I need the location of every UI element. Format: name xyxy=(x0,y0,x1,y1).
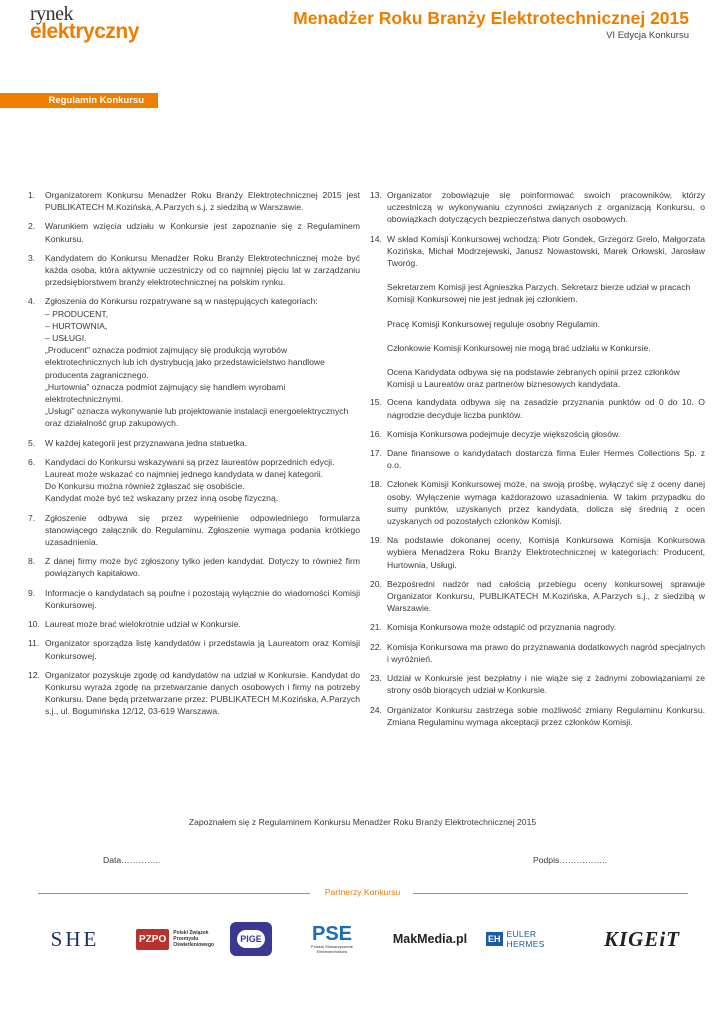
partners-title: Partnerzy Konkursu xyxy=(324,887,401,897)
logo-line1: rynek xyxy=(30,3,74,25)
signature-field: Podpis…………….. xyxy=(533,855,608,865)
document-header xyxy=(293,8,689,41)
date-field: Data………….. xyxy=(103,855,161,865)
rule-paragraph: Członkowie Komisji Konkursowej nie mogą brać udziału w Konkursie. xyxy=(387,342,651,353)
rule-item: 16. Komisja Konkursowa podejmuje decyzje większością głosów. xyxy=(370,428,621,439)
rule-item: 19. Na podstawie dokonanej oceny, Komisja Konkursowa Komisja Konkursowa wybiera Menadżera Roku Branży Elektrotechnicznej w kategoriach: Producent, Hurtownia, Usługi. xyxy=(370,535,705,570)
rule-item: 18. Członek Komisji Konkursowej może, na swoją prośbę, wyłączyć się z oceny danej osoby. Wyłączenie wymaga każdorazowo uzasadnienia. W takim przypadku do sumy punktów, uzyskanych przez kandydata, dolicza się średnią z ocen uzyskanych od pozostałych członków Komisji. xyxy=(370,479,705,527)
rule-item: 11. Organizator sporządza listę kandydatów i przedstawia ją Laureatom oraz Komisji Konkursowej. xyxy=(28,638,360,661)
pzpo-logo: PZPO Polski Związek Przemysłu Oświetleniowego xyxy=(136,918,222,960)
rule-item: 17. Dane finansowe o kandydatach dostarcza firma Euler Hermes Collections Sp. z o.o. xyxy=(370,448,705,471)
rule-item: 23. Udział w Konkursie jest bezpłatny i nie wiąże się z żadnymi zobowiązaniami ze strony osób biorących udział w Konkursie. xyxy=(370,673,705,696)
rule-paragraph: Ocena Kandydata odbywa się na podstawie zebranych opinii przez członków Komisji u Laureatów oraz partnerów biznesowych kandydata. xyxy=(387,367,680,390)
rule-item: 6. Kandydaci do Konkursu wskazywani są przez laureatów poprzednich edycji. Laureat może wskazać co najmniej jednego kandydata w danej kategorii. Do Konkursu można również zgłaszać się osobiście. Kandydat może być też wskazany przez inną osobę fizyczną. xyxy=(28,456,335,504)
partners-divider-right xyxy=(413,893,688,894)
rule-item: 10. Laureat może brać wielokrotnie udział w Konkursie. xyxy=(28,619,241,630)
kiget-logo: KIGEiT xyxy=(603,926,680,951)
rules-left-column xyxy=(28,189,360,725)
rule-item: 21. Komisja Konkursowa może odstąpić od przyznania nagrody. xyxy=(370,622,617,633)
rule-item: 14. W skład Komisji Konkursowej wchodzą: Piotr Gondek, Grzegorz Grelo, Małgorzata Kozińska, Michał Modrzejewski, Janusz Nowastowski, Marek Orłowski, Jarosław Tworóg. xyxy=(370,233,705,269)
document-subtitle: VI Edycja Konkursu xyxy=(606,30,689,41)
pse-logo: PSE Polskie Stowarzyszenie Elektrotechników xyxy=(310,923,354,954)
section-banner: Regulamin Konkursu xyxy=(0,93,158,108)
rule-item: 5. W każdej kategorii jest przyznawana jedna statuetka. xyxy=(28,437,248,448)
rule-paragraph: Sekretarzem Komisji jest Agnieszka Parzych. Sekretarz bierze udział w pracach Komisji Konkursowej nie jest jednak jej członkiem. xyxy=(387,282,691,305)
rules-right-column xyxy=(370,189,705,735)
rule-item: 2. Warunkiem wzięcia udziału w Konkursie jest zapoznanie się z Regulaminem Konkursu. xyxy=(28,221,360,244)
makmedia-logo: MakMedia.pl xyxy=(392,932,468,946)
rule-item: 13. Organizator zobowiązuje się poinformować swoich pracowników, którzy uczestniczą w wykonywaniu czynności związanych z organizacją Konkursu, o obowiązkach dotyczących bezpieczeństwa danych osobowych. xyxy=(370,190,705,225)
rule-item: 12. Organizator pozyskuje zgodę od kandydatów na udział w Konkursie. Kandydat do Konkursu wyraża zgodę na przetwarzanie danych osobowych i firmy na potrzeby Konkursu. Dane będą przetwarzane przez: PUBLIKATECH M.Kozińska, A.Parzych s.j., ul. Bogumińska 12/12, 03-619 Warszawa. xyxy=(28,669,360,717)
rule-paragraph: Pracę Komisji Konkursowej reguluje osobny Regulamin. xyxy=(387,318,601,329)
rule-item: 20. Bezpośredni nadzór nad całością przebiegu oceny konkursowej sprawuje Organizator Konkursu, PUBLIKATECH M.Kozińska, A.Parzych s.j., z siedzibą w Warszawie. xyxy=(370,578,705,614)
rule-item: 1. Organizatorem Konkursu Menadżer Roku Branży Elektrotechnicznej 2015 jest PUBLIKATECH M.Kozińska, A.Parzych s.j. z siedzibą w Warszawie. xyxy=(28,190,360,213)
rule-item: 8. Z danej firmy może być zgłoszony tylko jeden kandydat. Dotyczy to również firm powiązanych kapitałowo. xyxy=(28,556,360,579)
she-logo: SHE xyxy=(50,926,100,951)
document-title: Menadżer Roku Branży Elektrotechnicznej 2015 xyxy=(293,8,689,28)
rule-item: 9. Informacje o kandydatach są poufne i pozostają wyłącznie do wiadomości Komisji Konkursowej. xyxy=(28,587,360,610)
rule-item: 24. Organizator Konkursu zastrzega sobie możliwość zmiany Regulaminu Konkursu. Zmiana Regulaminu wymaga akceptacji przez członków Komisji. xyxy=(370,704,705,727)
pige-logo: PIGE xyxy=(228,918,274,960)
rule-item: 15. Ocena kandydata odbywa się na zasadzie przyznania punktów od 0 do 10. O nagrodzie decyduje liczba punktów. xyxy=(370,397,705,420)
euler-hermes-logo: EH EULER HERMES xyxy=(488,929,545,949)
rule-item: 4. Zgłoszenia do Konkursu rozpatrywane są w następujących kategoriach: – PRODUCENT, – HURTOWNIA, – USŁUGI. „Producent” oznacza podmiot zajmujący się produkcją wyrobów elektrotechnicznych lub ich dystrybucją jako przedstawicielstwo handlowe producenta zagranicznego. „Hurtownia” oznacza podmiot zajmujący się handlem wyrobami elektrotechnicznymi. „Usługi” oznacza wykonywanie lub projektowanie instalacji energoelektrycznych oraz działalność grup zakupowych. xyxy=(28,296,349,429)
rule-item: 22. Komisja Konkursowa ma prawo do przyznawania dodatkowych nagród specjalnych i wyróżnień. xyxy=(370,641,705,664)
rule-item: 3. Kandydatem do Konkursu Menadżer Roku Branży Elektrotechnicznej może być każda osoba, która aktywnie uczestniczy od co najmniej pięciu lat w zarządzaniu przedsiębiorstwem branży elektrotechnicznej na polskim rynku. xyxy=(28,252,360,288)
rynek-elektryczny-logo xyxy=(30,4,139,42)
rule-item: 7. Zgłoszenie odbywa się przez wypełnienie odpowiedniego formularza stanowiącego załącznik do Regulaminu. Zgłoszenie wymaga podania krótkiego uzasadnienia. xyxy=(28,512,360,548)
logo-line2: elektryczny xyxy=(30,20,139,43)
acknowledgement-statement: Zapoznałem się z Regulaminem Konkursu Menadżer Roku Branży Elektrotechnicznej 2015 xyxy=(188,817,537,827)
